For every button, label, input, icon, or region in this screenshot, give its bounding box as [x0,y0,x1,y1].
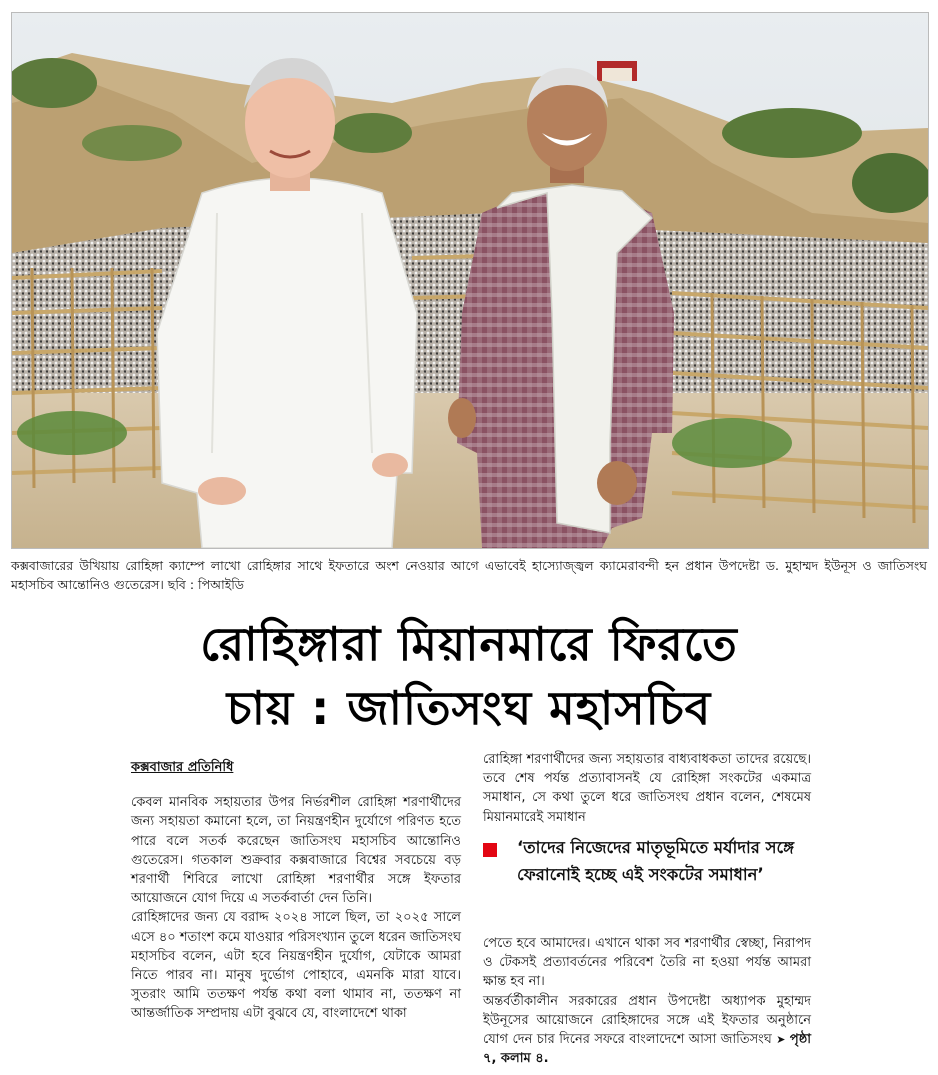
byline: কক্সবাজার প্রতিনিধি [131,760,234,775]
headline [60,612,878,740]
continued-on-link[interactable]: পৃষ্ঠা ৭, কলাম ৪. [483,1032,811,1067]
photo-caption: কক্সবাজারের উখিয়ায় রোহিঙ্গা ক্যাম্পে লাখো রোহিঙ্গার সাথে ইফতারে অংশ নেওয়ার আগে এভাবেই হাস্যোজ্জ্বল ক্যামেরাবন্দী হন প্রধান উপদেষ্টা ড. মুহাম্মদ ইউনূস ও জাতিসংঘ মহাসচিব আন্তোনিও গুতেরেস। ছবি : পিআইডি [11,558,927,592]
paragraph: রোহিঙ্গা শরণার্থীদের জন্য সহায়তার বাধ্যবাধকতা তাদের রয়েছে। তবে শেষ পর্যন্ত প্রত্যাবাসনই যে রোহিঙ্গা সংকটের একমাত্র সমাধান, সে কথা তুলে ধরে জাতিসংঘ প্রধান বলেন, শেষমেষ মিয়ানমারেই সমাধান [483,752,811,825]
article-column-left [131,758,461,1024]
jump-arrow-icon: ➤ [776,1033,786,1047]
article-column-right-bottom [483,934,811,1068]
paragraph: পেতে হবে আমাদের। এখানে থাকা সব শরণার্থীর স্বেচ্ছা, নিরাপদ ও টেকসই প্রত্যাবর্তনের পরিবেশ তৈরি না হওয়া পর্যন্ত আমরা ক্ষান্ত হব না। [483,936,811,990]
paragraph-text: অন্তর্বর্তীকালীন সরকারের প্রধান উপদেষ্টা অধ্যাপক মুহাম্মদ ইউনূসের আয়োজনে রোহিঙ্গাদের সঙ্গে এই ইফতার অনুষ্ঠানে যোগ দেন চার দিনের সফরে বাংলাদেশে আসা জাতিসংঘ [483,993,811,1048]
paragraph: রোহিঙ্গাদের জন্য যে বরাদ্দ ২০২৪ সালে ছিল, তা ২০২৫ সালে এসে ৪০ শতাংশ কমে যাওয়ার পরিসংখ্যান তুলে ধরেন জাতিসংঘ মহাসচিব বলেন, এটা হবে নিয়ন্ত্রণহীন দুর্যোগ, যেটাকে আমরা নিতে পারব না। মানুষ দুর্ভোগ পোহাবে, এমনকি মারা যাবে। সুতরাং আমি ততক্ষণ পর্যন্ত কথা বলা থামাব না, ততক্ষণ না আন্তর্জাতিক সম্প্রদায় এটা বুঝবে যে, বাংলাদেশে থাকা [131,910,461,1022]
headline-line-2: চায় : জাতিসংঘ মহাসচিব [226,681,712,735]
pull-quote [483,834,811,888]
headline-line-1: রোহিঙ্গারা মিয়ানমারে ফিরতে [200,617,738,671]
pull-quote-text: ‘তাদের নিজেদের মাতৃভূমিতে মর্যাদার সঙ্গে ফেরানোই হচ্ছে এই সংকটের সমাধান’ [517,838,795,884]
news-photo [11,12,929,549]
paragraph [483,992,811,1069]
red-square-marker [483,843,497,857]
photo-illustration [12,13,928,548]
article-column-right-top [483,750,811,827]
paragraph: কেবল মানবিক সহায়তার উপর নির্ভরশীল রোহিঙ্গা শরণার্থীদের জন্য সহায়তা কমানো হলে, তা নিয়ন্ত্রণহীন দুর্যোগে পরিণত হতে পারে বলে সতর্ক করেছেন জাতিসংঘ মহাসচিব আন্তোনিও গুতেরেস। গতকাল শুক্রবার কক্সবাজারে বিশ্বের সবচেয়ে বড় শরণার্থী শিবিরে লাখো রোহিঙ্গা শরণার্থীর সঙ্গে ইফতার আয়োজনে যোগ দিয়ে এ সতর্কবার্তা দেন তিনি। [131,795,461,907]
